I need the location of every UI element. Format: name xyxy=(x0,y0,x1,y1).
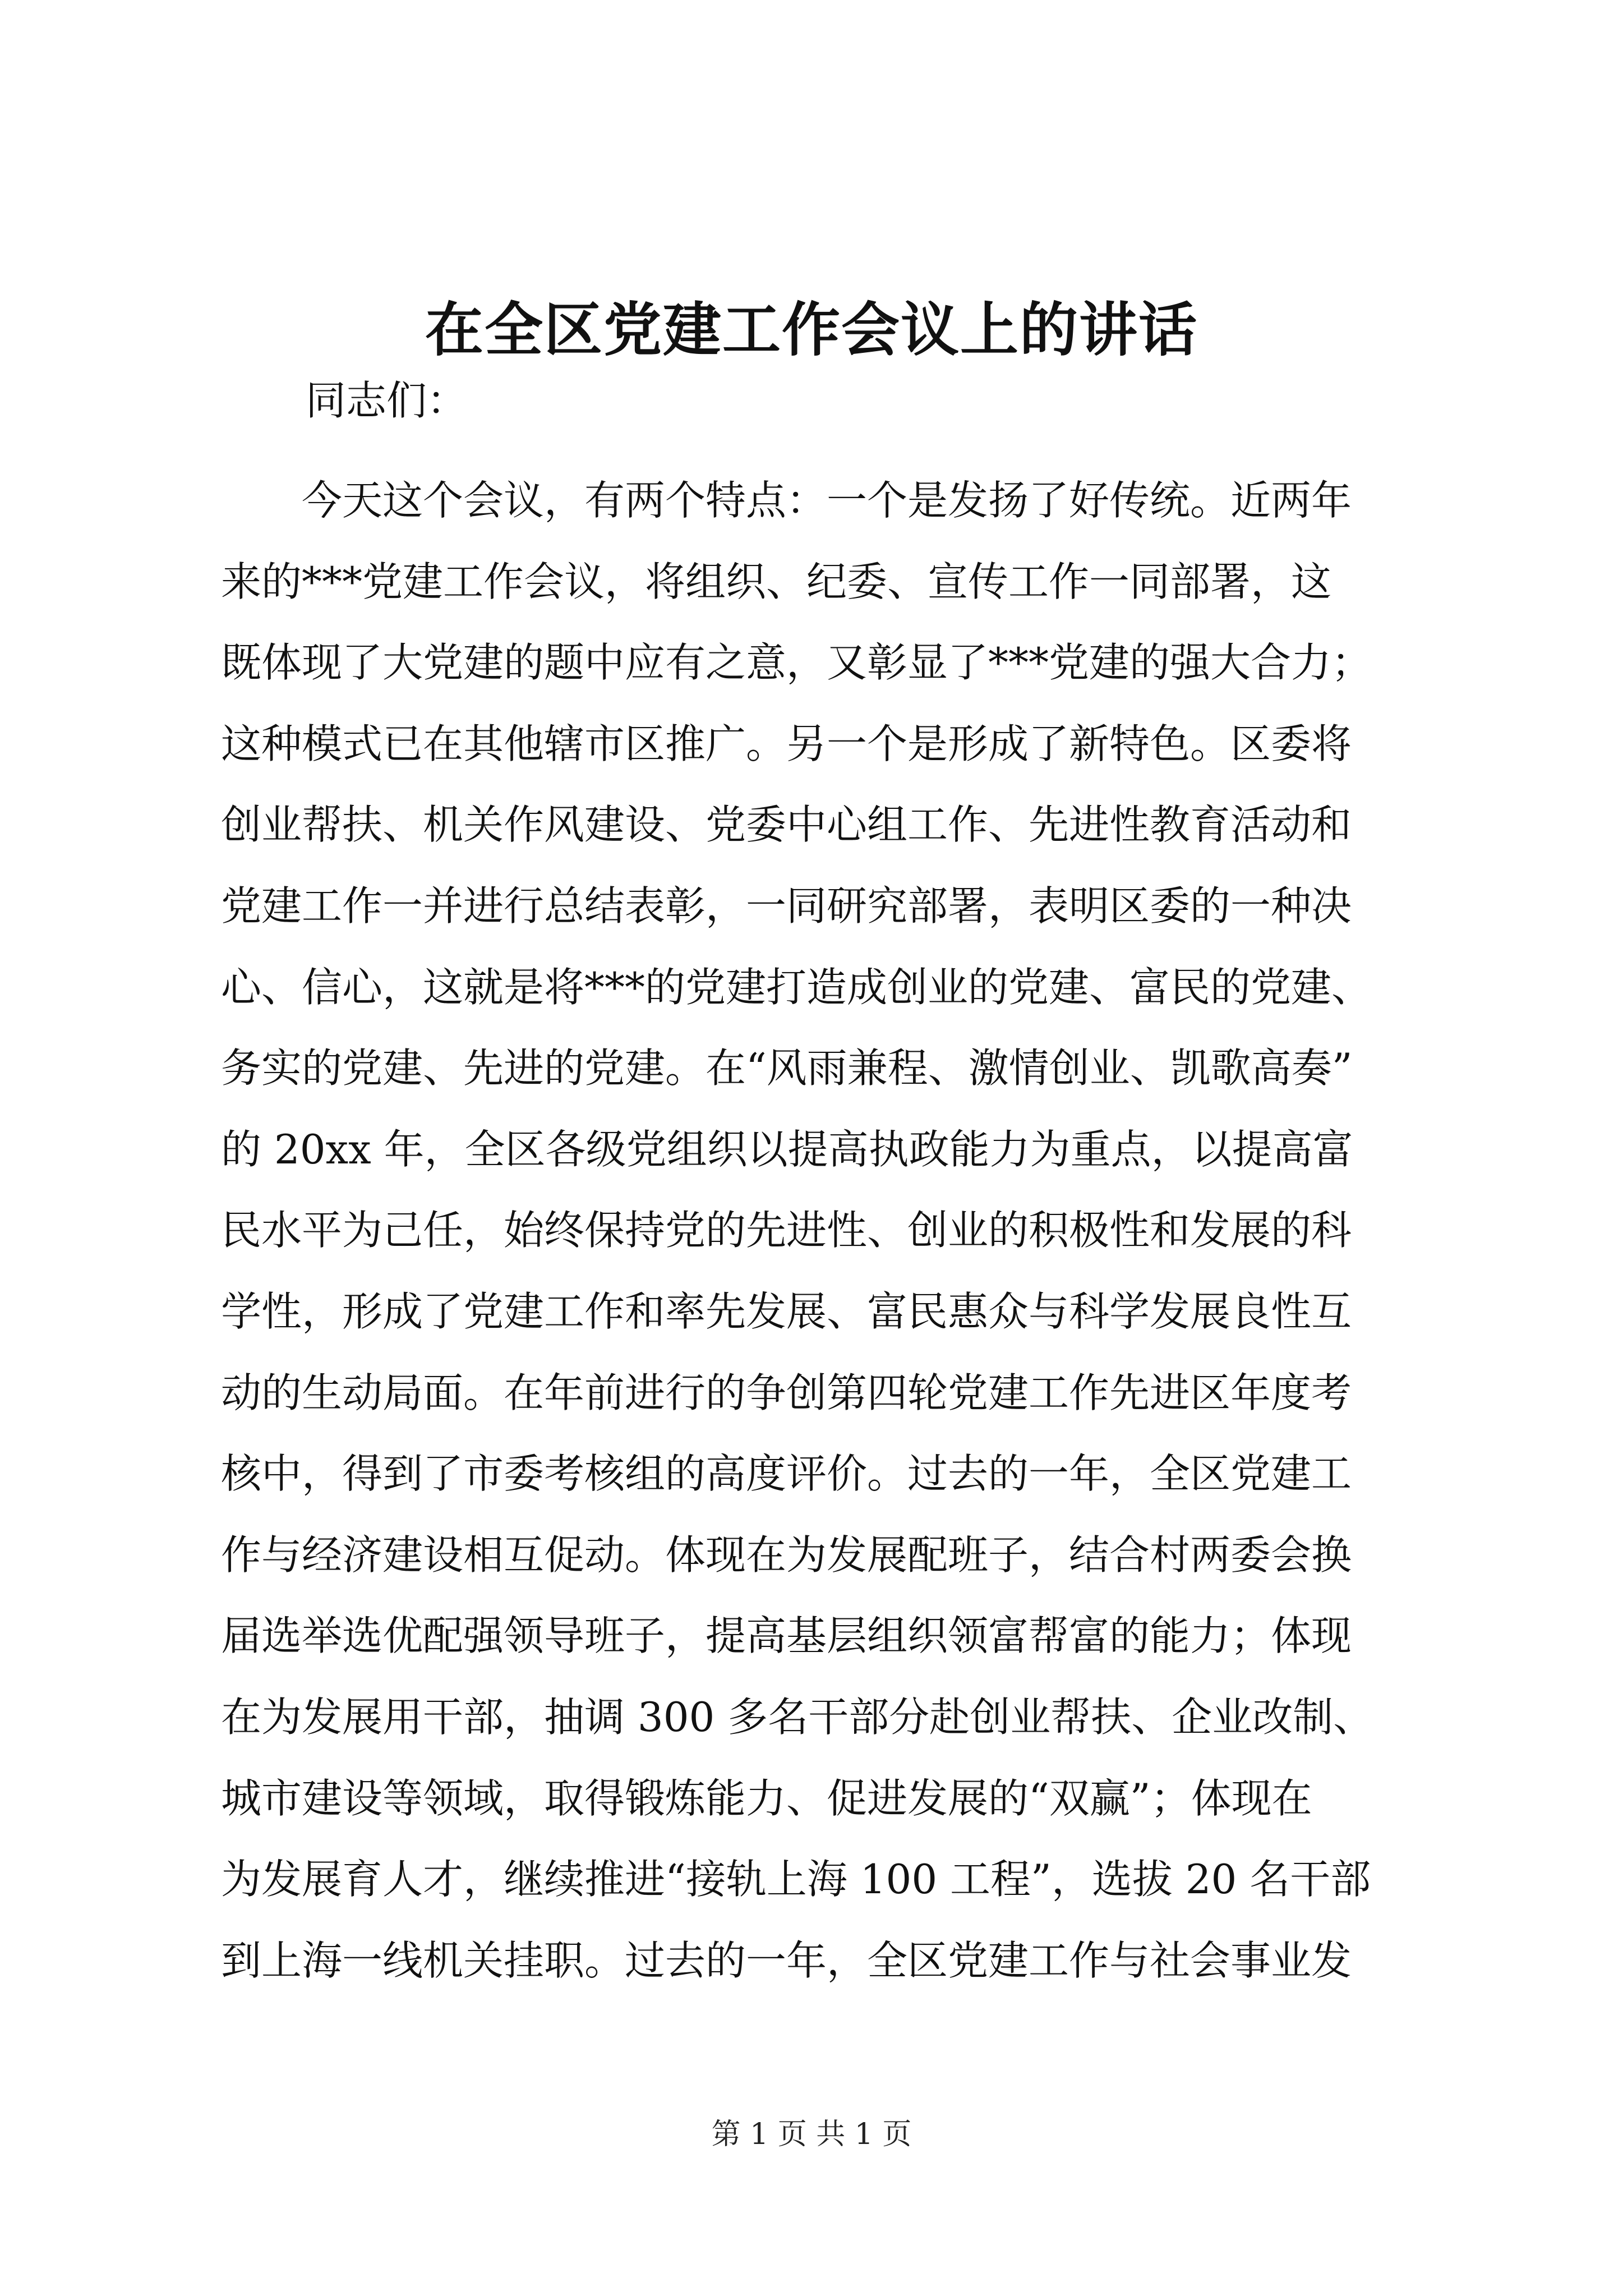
body-line: 来的***党建工作会议，将组织、纪委、宣传工作一同部署，这 xyxy=(221,558,1332,605)
body-line: 创业帮扶、机关作风建设、党委中心组工作、先进性教育活动和 xyxy=(221,801,1352,849)
body-line: 到上海一线机关挂职。过去的一年，全区党建工作与社会事业发 xyxy=(221,1936,1352,1984)
salutation: 同志们： xyxy=(306,377,468,424)
body-line: 务实的党建、先进的党建。在“风雨兼程、激情创业、凯歌高奏” xyxy=(221,1045,1353,1092)
body-line: 民水平为己任，始终保持党的先进性、创业的积极性和发展的科 xyxy=(221,1207,1352,1254)
body-line: 在为发展用干部，抽调 300 多名干部分赴创业帮扶、企业改制、 xyxy=(221,1693,1374,1741)
body-line: 城市建设等领域，取得锻炼能力、促进发展的“双赢”；体现在 xyxy=(221,1774,1312,1822)
body-line: 的 20xx 年，全区各级党组织以提高执政能力为重点，以提高富 xyxy=(221,1125,1353,1173)
document-title: 在全区党建工作会议上的讲话 xyxy=(425,295,1198,364)
body-line: 既体现了大党建的题中应有之意，又彰显了***党建的强大合力； xyxy=(221,639,1372,687)
speech-body xyxy=(221,460,1410,2001)
body-line: 作与经济建设相互促动。体现在为发展配班子，结合村两委会换 xyxy=(221,1531,1352,1579)
body-line: 动的生动局面。在年前进行的争创第四轮党建工作先进区年度考 xyxy=(221,1369,1352,1416)
body-line: 核中，得到了市委考核组的高度评价。过去的一年，全区党建工 xyxy=(221,1450,1352,1498)
body-line: 党建工作一并进行总结表彰，一同研究部署，表明区委的一种决 xyxy=(221,882,1352,930)
body-line: 学性，形成了党建工作和率先发展、富民惠众与科学发展良性互 xyxy=(221,1287,1352,1335)
body-line: 这种模式已在其他辖市区推广。另一个是形成了新特色。区委将 xyxy=(221,720,1352,767)
body-line: 心、信心，这就是将***的党建打造成创业的党建、富民的党建、 xyxy=(221,963,1372,1011)
body-line: 届选举选优配强领导班子，提高基层组织领富帮富的能力；体现 xyxy=(221,1612,1352,1660)
page-footer: 第 1 页 共 1 页 xyxy=(711,2118,912,2151)
body-line: 今天这个会议，有两个特点：一个是发扬了好传统。近两年 xyxy=(221,477,1352,524)
body-line: 为发展育人才，继续推进“接轨上海 100 工程”，选拔 20 名干部 xyxy=(221,1856,1371,1903)
